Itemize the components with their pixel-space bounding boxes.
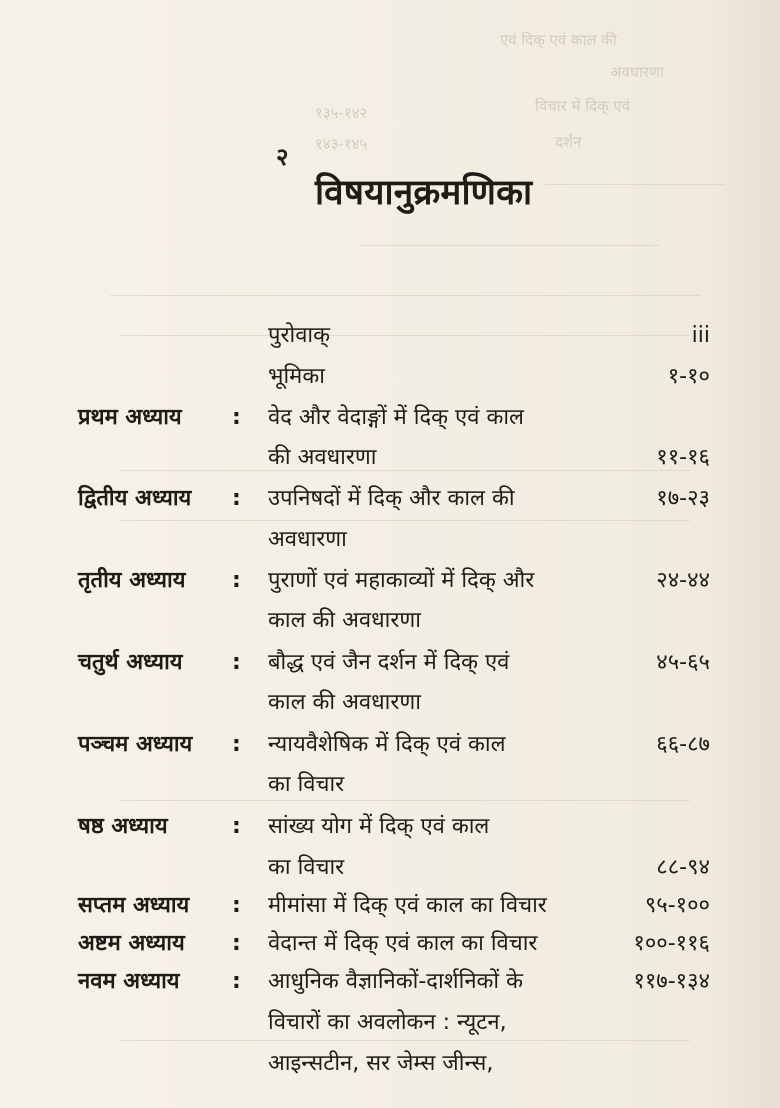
chapter-title-line: आधुनिक वैज्ञानिकों-दार्शनिकों के [268,969,524,994]
chapter-label: नवम अध्याय [78,969,180,994]
chapter-label: अष्टम अध्याय [78,931,185,956]
toc-page-number: १-१० [667,364,710,389]
bleed-through-text: १३५-१४२ [315,104,368,122]
toc-page-number: २४-४४ [656,568,710,593]
toc-entry-text: पुरोवाक् [268,323,331,348]
bleed-through-line [120,520,690,521]
chapter-title-line: काल की अवधारणा [268,608,421,633]
toc-page-number: ४५-६५ [656,650,710,675]
bleed-through-line [120,800,690,801]
page-edge-shadow [710,0,780,1108]
chapter-colon: : [232,814,241,839]
toc-page-number: iii [691,323,710,348]
chapter-title-line: वेदान्त में दिक् एवं काल का विचार [268,931,538,956]
bleed-through-text: एवं दिक् एवं काल की [500,31,617,49]
bleed-through-line [120,470,690,471]
toc-page-number: ८८-९४ [656,855,710,880]
page-title: विषयानुक्रमणिका [315,173,533,213]
toc-page-number: ६६-८७ [656,732,710,757]
chapter-title-line: वेद और वेदाङ्गों में दिक् एवं काल [268,405,524,430]
toc-page-number: १७-२३ [656,486,710,511]
toc-page-number: ११७-१३४ [633,969,710,994]
chapter-colon: : [232,650,241,675]
chapter-title-line: सांख्य योग में दिक् एवं काल [268,814,490,839]
chapter-label: चतुर्थ अध्याय [78,650,183,675]
chapter-title-line: का विचार [268,772,345,797]
chapter-title-line: पुराणों एवं महाकाव्यों में दिक् और [268,568,535,593]
chapter-title-line: की अवधारणा [268,445,377,470]
toc-entry-text: भूमिका [268,364,325,389]
chapter-title-line: न्यायवैशेषिक में दिक् एवं काल [268,732,506,757]
chapter-colon: : [232,486,241,511]
chapter-title-line: आइन्सटीन, सर जेम्स जीन्स, [268,1051,494,1076]
chapter-title-line: काल की अवधारणा [268,690,421,715]
chapter-label: तृतीय अध्याय [78,568,186,593]
section-marker: २ [276,143,289,171]
chapter-colon: : [232,931,241,956]
chapter-label: प्रथम अध्याय [78,405,182,430]
chapter-colon: : [232,732,241,757]
bleed-through-text: दर्शन [555,133,582,151]
bleed-through-line [110,295,700,296]
bleed-through-line [360,245,660,246]
toc-page-number: १००-११६ [633,931,710,956]
chapter-colon: : [232,405,241,430]
chapter-colon: : [232,893,241,918]
chapter-title-line: उपनिषदों में दिक् और काल की [268,486,515,511]
chapter-title-line: विचारों का अवलोकन : न्यूटन, [268,1010,507,1035]
chapter-title-line: मीमांसा में दिक् एवं काल का विचार [268,893,547,918]
bleed-through-text: १४३-१४५ [315,135,368,153]
chapter-colon: : [232,969,241,994]
chapter-label: द्वितीय अध्याय [78,486,192,511]
toc-page-number: ९५-१०० [644,893,710,918]
chapter-title-line: का विचार [268,855,345,880]
chapter-title-line: अवधारणा [268,527,347,552]
bleed-through-text: विचार में दिक् एवं [535,97,631,115]
toc-page-number: ११-१६ [656,445,710,470]
bleed-through-line [545,184,725,185]
chapter-label: पञ्चम अध्याय [78,732,193,757]
chapter-colon: : [232,568,241,593]
bleed-through-line [120,335,690,336]
chapter-title-line: बौद्ध एवं जैन दर्शन में दिक् एवं [268,650,510,675]
bleed-through-text: अवधारणा [610,63,664,81]
chapter-label: षष्ठ अध्याय [78,814,168,839]
chapter-label: सप्तम अध्याय [78,893,190,918]
bleed-through-line [120,1040,690,1041]
